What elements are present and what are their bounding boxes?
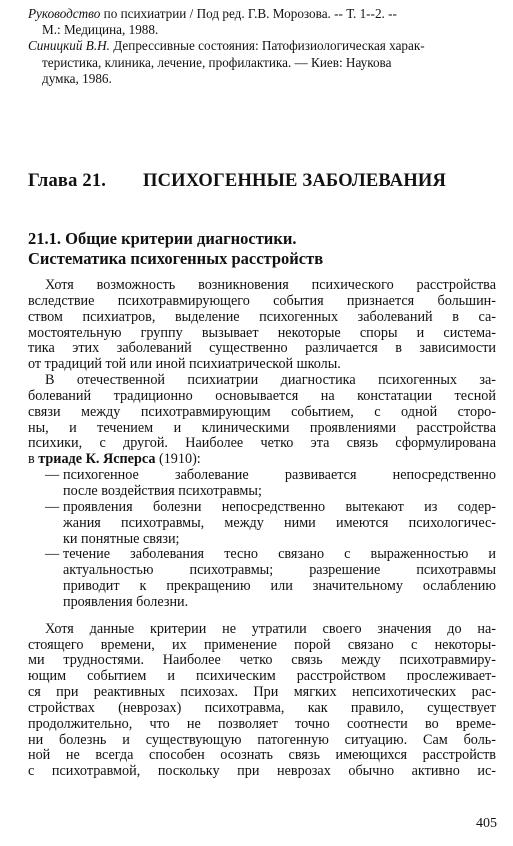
list-item — [45, 500, 496, 548]
text-line: продолжительно, что не позволяет точно соотнести во време- — [28, 715, 496, 732]
text-line: с психотравмой, поскольку при неврозах обычно активно ис- — [28, 763, 496, 780]
section-title-line: 21.1. Общие критерии диагностики. — [28, 229, 297, 248]
body-text — [28, 278, 496, 780]
dash-bullet: — — [45, 467, 60, 484]
reference-text: Депрессивные состояния: Патофизиологическая харак- — [109, 38, 425, 54]
text-line: жания психотравмы, между ними имеются психологичес- — [63, 514, 496, 531]
text-line: Хотя возможность возникновения психического расстройства — [45, 277, 496, 293]
text-fragment: в — [28, 451, 39, 468]
text-line: приводит к прекращению или значительному ослаблению — [63, 578, 496, 595]
text-line: ющим событием и психическим расстройством прослеживает- — [28, 668, 496, 685]
list-item — [45, 468, 496, 500]
text-line: ки понятные связи; — [63, 530, 180, 547]
list-item — [45, 547, 496, 610]
text-line: тика этих заболеваний существенно различается в зависимости — [28, 340, 496, 357]
text-line: мостоятельную группу вызывает некоторые споры и система- — [28, 324, 496, 341]
text-line: ством психиатров, выделение психогенных заболеваний в са- — [28, 308, 496, 325]
text-line: течение заболевания тесно связано с выраженностью и — [63, 546, 496, 563]
reference-2 — [28, 38, 496, 87]
reference-author: Руководство — [28, 6, 101, 21]
text-line: В отечественной психиатрии диагностика психогенных за- — [45, 372, 496, 389]
jaspers-triad-term: триаде К. Ясперса — [38, 451, 156, 468]
text-line: стройствах (неврозах) психотравма, как правило, существует — [28, 699, 496, 716]
chapter-number: Глава 21. — [28, 171, 107, 191]
dash-bullet: — — [45, 498, 60, 515]
text-fragment: (1910): — [155, 451, 201, 468]
text-line: ни болезнь и существующую патогенную ситуацию. Сам боль- — [28, 731, 496, 748]
text-line: проявления болезни. — [63, 593, 189, 610]
text-line: ной не всегда способен осознать связь имеющихся расстройств — [28, 747, 496, 764]
text-line: ми трудностями. Наиболее четко связь между психотравмиру- — [28, 652, 496, 669]
references — [28, 6, 496, 87]
criteria-list — [28, 468, 496, 611]
chapter-title: ПСИХОГЕННЫЕ ЗАБОЛЕВАНИЯ — [143, 171, 447, 191]
chapter-heading — [28, 171, 496, 192]
text-line: Хотя данные критерии не утратили своего значения до на- — [45, 620, 496, 637]
text-line: психогенное заболевание развивается непосредственно — [63, 467, 496, 484]
reference-text: по психиатрии / Под ред. Г.В. Морозова. -- Т. 1--2. -- — [100, 6, 397, 21]
text-line: психики, с другой. Наиболее четко эта связь сформулирована — [28, 435, 496, 452]
text-line: ны, и течением и клиническими проявлениями расстройства — [28, 419, 496, 436]
reference-text: думка, 1986. — [42, 70, 112, 86]
text-line: от традиций той или иной психиатрической школы. — [28, 356, 341, 373]
text-line: вследствие психотравмирующего события признается большин- — [28, 292, 496, 309]
text-line: ся при реактивных психозах. При мягких непсихотических рас- — [28, 684, 496, 701]
paragraph-3 — [28, 622, 496, 780]
text-line: болеваний традиционно основывается на констатации тесной — [28, 387, 496, 404]
reference-text: М.: Медицина, 1988. — [42, 22, 159, 38]
paragraph-2 — [28, 373, 496, 468]
text-line: после воздействия психотравмы; — [63, 482, 262, 499]
reference-text: теристика, клиника, лечение, профилактика. — Киев: Наукова — [42, 54, 392, 70]
text-line: стоящего времени, их применение порой связано с некоторы- — [28, 636, 496, 653]
section-heading — [28, 229, 496, 269]
dash-bullet: — — [45, 546, 60, 563]
reference-author: Синицкий В.Н. — [28, 38, 110, 54]
text-line — [28, 452, 496, 468]
section-title-line: Систематика психогенных расстройств — [28, 249, 324, 268]
text-line: связи между психотравмирующим событием, с одной сторо- — [28, 403, 496, 420]
reference-1 — [28, 6, 496, 38]
text-line: актуальностью психотравмы; разрешение психотравмы — [63, 562, 496, 579]
page-number: 405 — [476, 816, 497, 831]
paragraph-1 — [28, 278, 496, 373]
text-line: проявления болезни непосредственно вытекают из содер- — [63, 498, 496, 515]
